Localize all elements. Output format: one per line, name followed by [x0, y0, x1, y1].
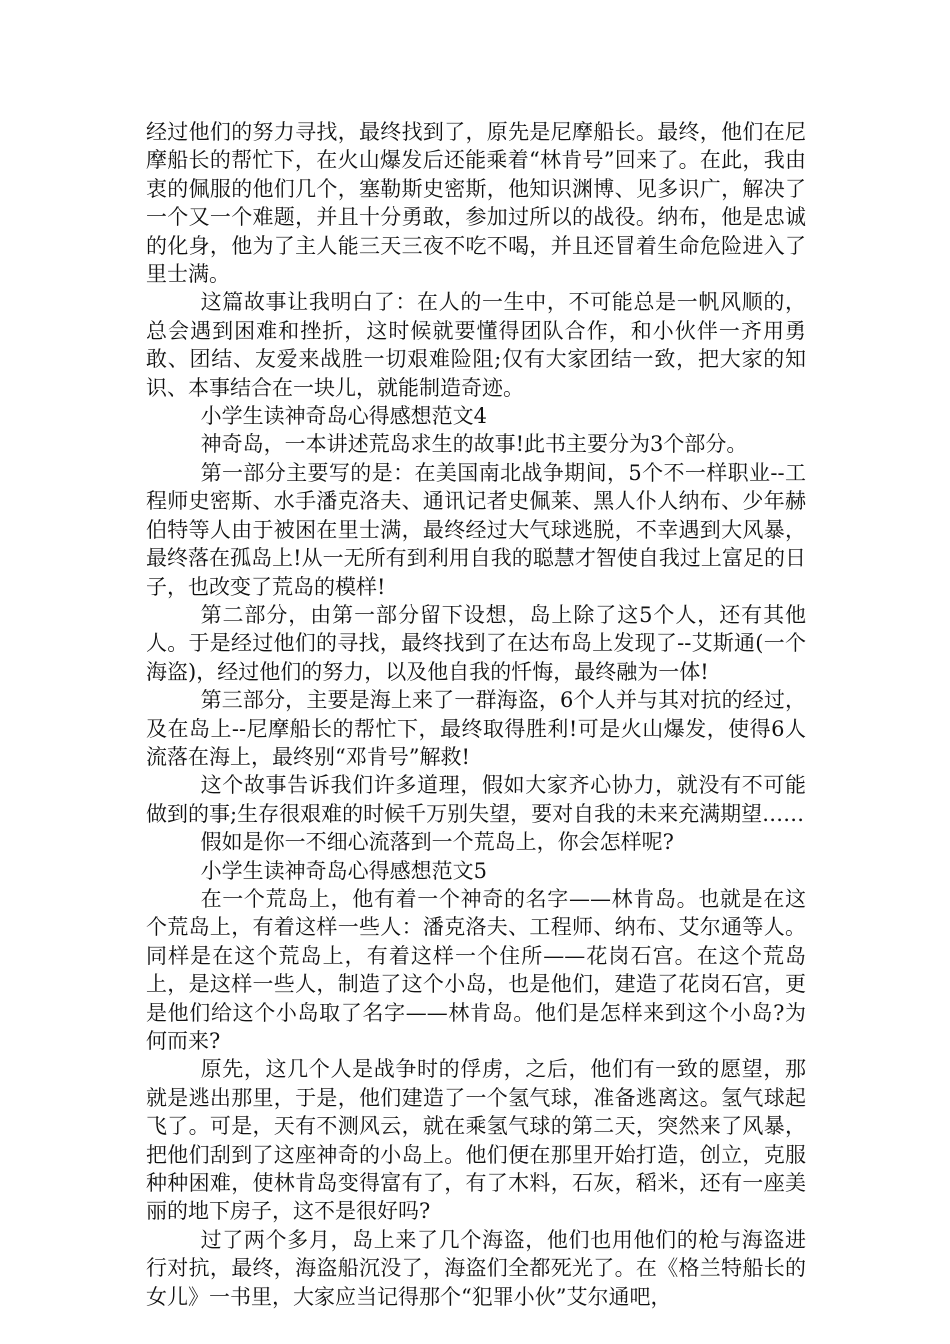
document-body	[146, 118, 806, 1311]
body-paragraph: 这篇故事让我明白了：在人的一生中，不可能总是一帆风顺的，总会遇到困难和挫折，这时候就要懂得团队合作，和小伙伴一齐用勇敢、团结、友爱来战胜一切艰难险阻;仅有大家团结一致，把大家的知识、本事结合在一块儿，就能制造奇迹。	[146, 290, 806, 400]
section-heading: 小学生读神奇岛心得感想范文4	[200, 404, 487, 429]
body-paragraph: 过了两个多月，岛上来了几个海盗，他们也用他们的枪与海盗进行对抗，最终，海盗船沉没了，海盗们全都死光了。在《格兰特船长的女儿》一书里，大家应当记得那个“犯罪小伙”艾尔通吧，	[146, 1227, 806, 1309]
body-paragraph: 假如是你一不细心流落到一个荒岛上，你会怎样呢?	[200, 830, 674, 855]
body-paragraph: 第二部分，由第一部分留下设想，岛上除了这5个人，还有其他人。于是经过他们的寻找，最终找到了在达布岛上发现了--艾斯通(一个海盗)，经过他们的努力，以及他自我的忏悔，最终融为一体!	[146, 602, 806, 684]
body-paragraph: 在一个荒岛上，他有着一个神奇的名字——林肯岛。也就是在这个荒岛上，有着这样一些人：潘克洛夫、工程师、纳布、艾尔通等人。同样是在这个荒岛上，有着这样一个住所——花岗石宫。在这个荒岛上，是这样一些人，制造了这个小岛，也是他们，建造了花岗石宫，更是他们给这个小岛取了名字——林肯岛。他们是怎样来到这个小岛?为何而来?	[146, 886, 806, 1053]
body-paragraph: 神奇岛，一本讲述荒岛求生的故事!此书主要分为3个部分。	[200, 432, 748, 457]
section-heading: 小学生读神奇岛心得感想范文5	[200, 858, 487, 883]
body-paragraph: 原先，这几个人是战争时的俘虏，之后，他们有一致的愿望，那就是逃出那里，于是，他们建造了一个氢气球，准备逃离这。氢气球起飞了。可是，天有不测风云，就在乘氢气球的第二天，突然来了风暴，把他们刮到了这座神奇的小岛上。他们便在那里开始打造，创立，克服种种困难，使林肯岛变得富有了，有了木料，石灰，稻米，还有一座美丽的地下房子，这不是很好吗?	[146, 1057, 806, 1224]
body-paragraph: 第三部分，主要是海上来了一群海盗，6个人并与其对抗的经过，及在岛上--尼摩船长的帮忙下，最终取得胜利!可是火山爆发，使得6人流落在海上，最终别“邓肯号”解救!	[146, 688, 806, 769]
body-paragraph: 这个故事告诉我们许多道理，假如大家齐心协力，就没有不可能做到的事;生存很艰难的时候千万别失望，要对自我的未来充满期望……	[146, 773, 806, 826]
body-paragraph: 经过他们的努力寻找，最终找到了，原先是尼摩船长。最终，他们在尼摩船长的帮忙下，在火山爆发后还能乘着“林肯号”回来了。在此，我由衷的佩服的他们几个，塞勒斯史密斯，他知识渊博、见多识广，解决了一个又一个难题，并且十分勇敢，参加过所以的战役。纳布，他是忠诚的化身，他为了主人能三天三夜不吃不喝，并且还冒着生命危险进入了里士满。	[146, 120, 806, 287]
body-paragraph: 第一部分主要写的是：在美国南北战争期间，5个不一样职业--工程师史密斯、水手潘克洛夫、通讯记者史佩莱、黑人仆人纳布、少年赫伯特等人由于被困在里士满，最终经过大气球逃脱，不幸遇到大风暴，最终落在孤岛上!从一无所有到利用自我的聪慧才智使自我过上富足的日子，也改变了荒岛的模样!	[146, 460, 806, 599]
